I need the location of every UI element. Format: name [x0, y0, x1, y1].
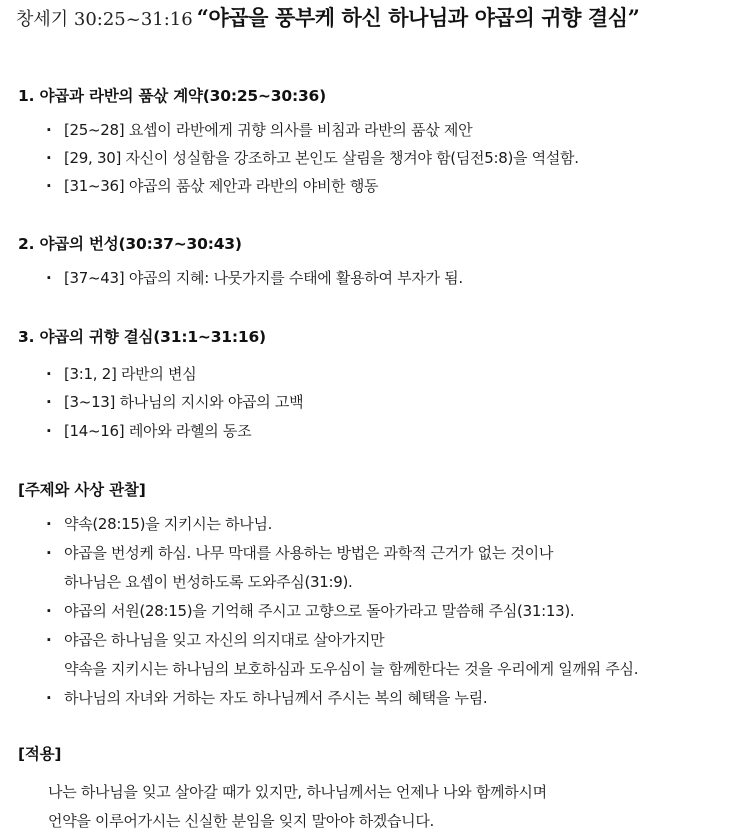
section-heading-1: 1. 야곱과 라반의 품삯 계약(30:25~30:36)	[18, 87, 327, 105]
list-item: · [3:1, 2] 라반의 변심	[46, 365, 197, 383]
application-heading: [적용]	[18, 745, 62, 763]
scripture-reference: 창세기 30:25~31:16	[16, 9, 193, 30]
sermon-title: “야곱을 풍부케 하신 하나님과 야곱의 귀향 결심”	[196, 5, 640, 30]
page-title	[16, 2, 639, 32]
list-item: · [29, 30] 자신이 성실함을 강조하고 본인도 살림을 챙겨야 함(딤전5:8)을 역설함.	[46, 149, 579, 167]
bullet: ·	[46, 365, 52, 383]
application-line: 언약을 이루어가시는 신실한 분임을 잊지 말아야 하겠습니다.	[48, 812, 435, 830]
list-item: · [25~28] 요셉이 라반에게 귀향 의사를 비침과 라반의 품삯 제안	[46, 121, 473, 139]
bullet: ·	[46, 177, 52, 195]
bullet: ·	[46, 544, 52, 562]
bullet: ·	[46, 631, 52, 649]
list-item: · [3~13] 하나님의 지시와 야곱의 고백	[46, 393, 304, 411]
list-item: · [14~16] 레아와 라헬의 동조	[46, 422, 252, 440]
list-item: · 하나님의 자녀와 거하는 자도 하나님께서 주시는 복의 혜택을 누림.	[46, 689, 488, 707]
list-item: · 약속(28:15)을 지키시는 하나님.	[46, 515, 273, 533]
bullet: ·	[46, 422, 52, 440]
bullet: ·	[46, 602, 52, 620]
bullet: ·	[46, 269, 52, 287]
list-item-continuation: 하나님은 요셉이 번성하도록 도와주심(31:9).	[64, 573, 353, 591]
application-line: 나는 하나님을 잊고 살아갈 때가 있지만, 하나님께서는 언제나 나와 함께하시며	[48, 783, 547, 801]
bullet: ·	[46, 393, 52, 411]
list-item: · 야곱의 서원(28:15)을 기억해 주시고 고향으로 돌아가라고 말씀해 주심(31:13).	[46, 602, 575, 620]
themes-heading: [주제와 사상 관찰]	[18, 481, 146, 499]
bullet: ·	[46, 515, 52, 533]
section-heading-3: 3. 야곱의 귀향 결심(31:1~31:16)	[18, 328, 266, 346]
list-item-continuation: 약속을 지키시는 하나님의 보호하심과 도우심이 늘 함께한다는 것을 우리에게 일깨워 주심.	[64, 660, 639, 678]
bullet: ·	[46, 121, 52, 139]
list-item: · 야곱은 하나님을 잊고 자신의 의지대로 살아가지만	[46, 631, 385, 649]
list-item: · [37~43] 야곱의 지혜: 나뭇가지를 수태에 활용하여 부자가 됨.	[46, 269, 463, 287]
list-item: · 야곱을 번성케 하심. 나무 막대를 사용하는 방법은 과학적 근거가 없는 것이나	[46, 544, 554, 562]
bullet: ·	[46, 149, 52, 167]
bullet: ·	[46, 689, 52, 707]
list-item: · [31~36] 야곱의 품삯 제안과 라반의 야비한 행동	[46, 177, 379, 195]
section-heading-2: 2. 야곱의 번성(30:37~30:43)	[18, 235, 242, 253]
